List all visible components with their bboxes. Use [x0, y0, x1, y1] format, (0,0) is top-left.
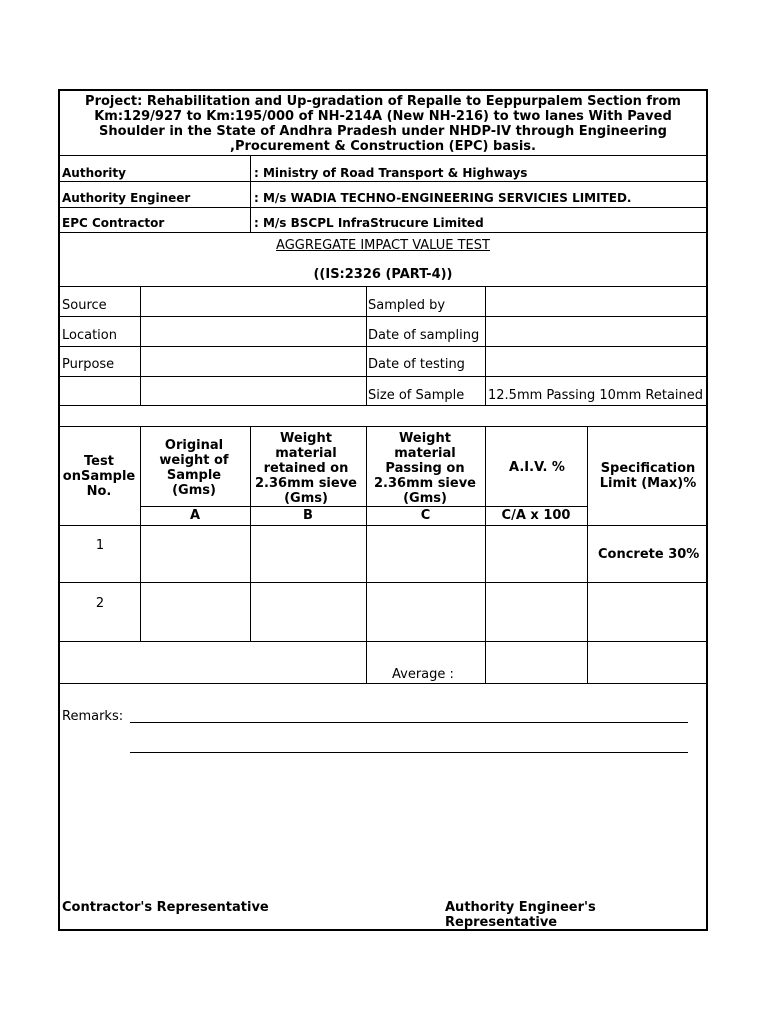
contractor-representative: Contractor's Representative [62, 900, 269, 915]
purpose-label: Purpose [62, 357, 115, 372]
epc-contractor-value: : M/s BSCPL InfraStrucure Limited [254, 216, 484, 230]
row-1-spec: Concrete 30% [598, 547, 700, 562]
sampled-by-label: Sampled by [368, 298, 446, 313]
source-label: Source [62, 298, 107, 313]
test-title: AGGREGATE IMPACT VALUE TEST [276, 238, 490, 253]
row-1-sample-no: 1 [95, 538, 105, 553]
size-of-sample-value: 12.5mm Passing 10mm Retained [488, 388, 704, 403]
header-sample-no: Test onSample No. [62, 454, 136, 499]
authority-value: : Ministry of Road Transport & Highways [254, 166, 528, 180]
remarks-line-1[interactable] [130, 722, 688, 723]
test-form [58, 89, 708, 931]
header-aiv: A.I.V. % [509, 460, 565, 475]
header-original-weight: Original weight of Sample (Gms) [159, 438, 229, 498]
authority-label: Authority [62, 166, 126, 180]
header-retained: Weight material retained on 2.36mm sieve (Gms) [255, 431, 357, 506]
epc-contractor-label: EPC Contractor [62, 216, 165, 230]
header-spec-limit: Specification Limit (Max)% [599, 461, 697, 491]
location-label: Location [62, 328, 117, 343]
row-2-sample-no: 2 [95, 596, 105, 611]
authority-engineer-representative: Authority Engineer's Representative [445, 900, 596, 930]
header-passing: Weight material Passing on 2.36mm sieve (Gms) [374, 431, 476, 506]
subheader-a: A [189, 508, 201, 523]
subheader-b: B [303, 508, 313, 523]
remarks-line-2[interactable] [130, 752, 688, 753]
project-description: Project: Rehabilitation and Up-gradation of Repalle to Eeppurpalem Section from Km:129/927 to Km:195/000 of NH-214A (New NH-216) to two lanes With Paved Shoulder in the State of Andhra Pradesh under NHDP-IV through Engineering ,Procurement & Construction (EPC) basis. [85, 94, 681, 154]
authority-engineer-label: Authority Engineer [62, 191, 191, 205]
subheader-c: C [420, 508, 431, 523]
date-of-sampling-label: Date of sampling [368, 328, 480, 343]
remarks-label: Remarks: [62, 709, 124, 724]
average-label: Average : [392, 667, 454, 682]
authority-engineer-value: : M/s WADIA TECHNO-ENGINEERING SERVICIES LIMITED. [254, 191, 632, 205]
date-of-testing-label: Date of testing [368, 357, 465, 372]
subheader-ca: C/A x 100 [501, 508, 571, 523]
size-of-sample-label: Size of Sample [368, 388, 465, 403]
test-standard: ((IS:2326 (PART-4)) [313, 267, 453, 282]
